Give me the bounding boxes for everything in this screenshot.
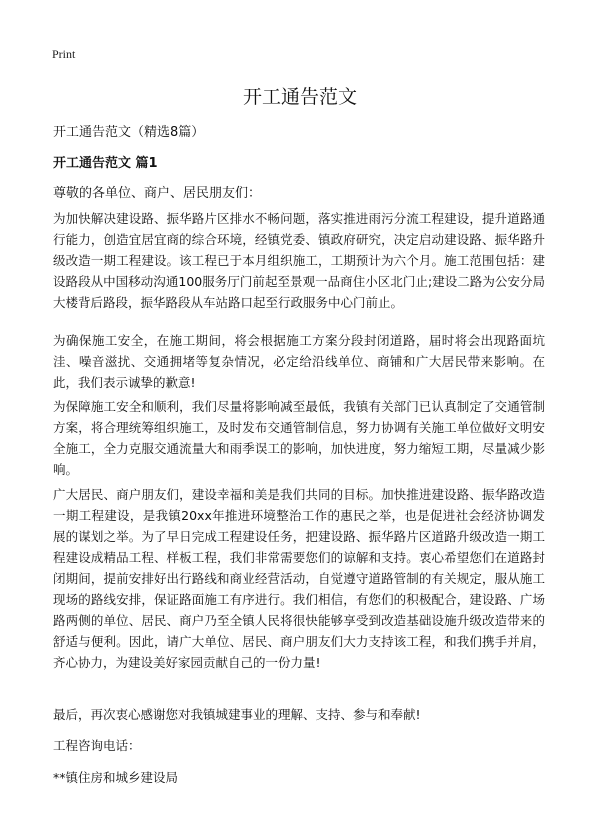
paragraph-2: 为确保施工安全，在施工期间，将会根据施工方案分段封闭道路，届时将会出现路面坑洼、噪音滋扰、交通拥堵等复杂情况，必定给沿线单位、商铺和广大居民带来影响。在此，我们表示诚挚的歉意! — [53, 333, 545, 390]
section-heading: 开工通告范文 篇1 — [53, 156, 158, 171]
paragraph-1: 为加快解决建设路、振华路片区排水不畅问题，落实推进雨污分流工程建设，提升道路通行能力，创造宜居宜商的综合环境，经镇党委、镇政府研究，决定启动建设路、振华路升级改造一期工程建设。该工程已于本月组织施工，工期预计为六个月。施工范围包括：建设路段从中国移动沟通100服务厅门前起至景观一品商住小区北门止;建设二路为公安分局大楼背后路段，振华路段从车站路口起至行政服务中心门前止。 — [53, 211, 545, 310]
closing-line: 最后，再次衷心感谢您对我镇城建事业的理解、支持、参与和奉献! — [53, 707, 421, 722]
signature-line: **镇住房和城乡建设局 — [53, 770, 179, 785]
paragraph-4: 广大居民、商户朋友们，建设幸福和美是我们共同的目标。加快推进建设路、振华路改造一期工程建设，是我镇20xx年推进环境整治工作的惠民之举，也是促进社会经济协调发展的谋划之举。为了早日完成工程建设任务，把建设路、振华路片区道路升级改造一期工程建设成精品工程、样板工程，我们非常需要您们的谅解和支持。衷心希望您们在道路封闭期间，提前安排好出行路线和商业经营活动，自觉遵守道路管制的有关规定，服从施工现场的路线安排，保证路面施工有序进行。我们相信，有您们的积极配合，建设路、广场路两侧的单位、居民、商户乃至全镇人民将很快能够享受到改造基础设施升级改造带来的舒适与便利。因此，请广大单位、居民、商户朋友们大力支持该工程，和我们携手并肩，齐心协力，为建设美好家园贡献自己的一份力量! — [53, 487, 545, 670]
document-subtitle: 开工通告范文（精选8篇） — [53, 125, 205, 140]
print-label: Print — [52, 47, 76, 61]
greeting-line: 尊敬的各单位、商户、居民朋友们： — [53, 186, 262, 201]
contact-label: 工程咨询电话： — [53, 738, 141, 753]
document-title: 开工通告范文 — [242, 86, 357, 108]
paragraph-3: 为保障施工安全和顺利，我们尽量将影响减至最低，我镇有关部门已认真制定了交通管制方案，将合理统筹组织施工，及时发布交通管制信息，努力协调有关施工单位做好文明安全施工，全力克服交通流量大和雨季误工的影响，加快进度，努力缩短工期，尽量减少影响。 — [53, 399, 545, 477]
